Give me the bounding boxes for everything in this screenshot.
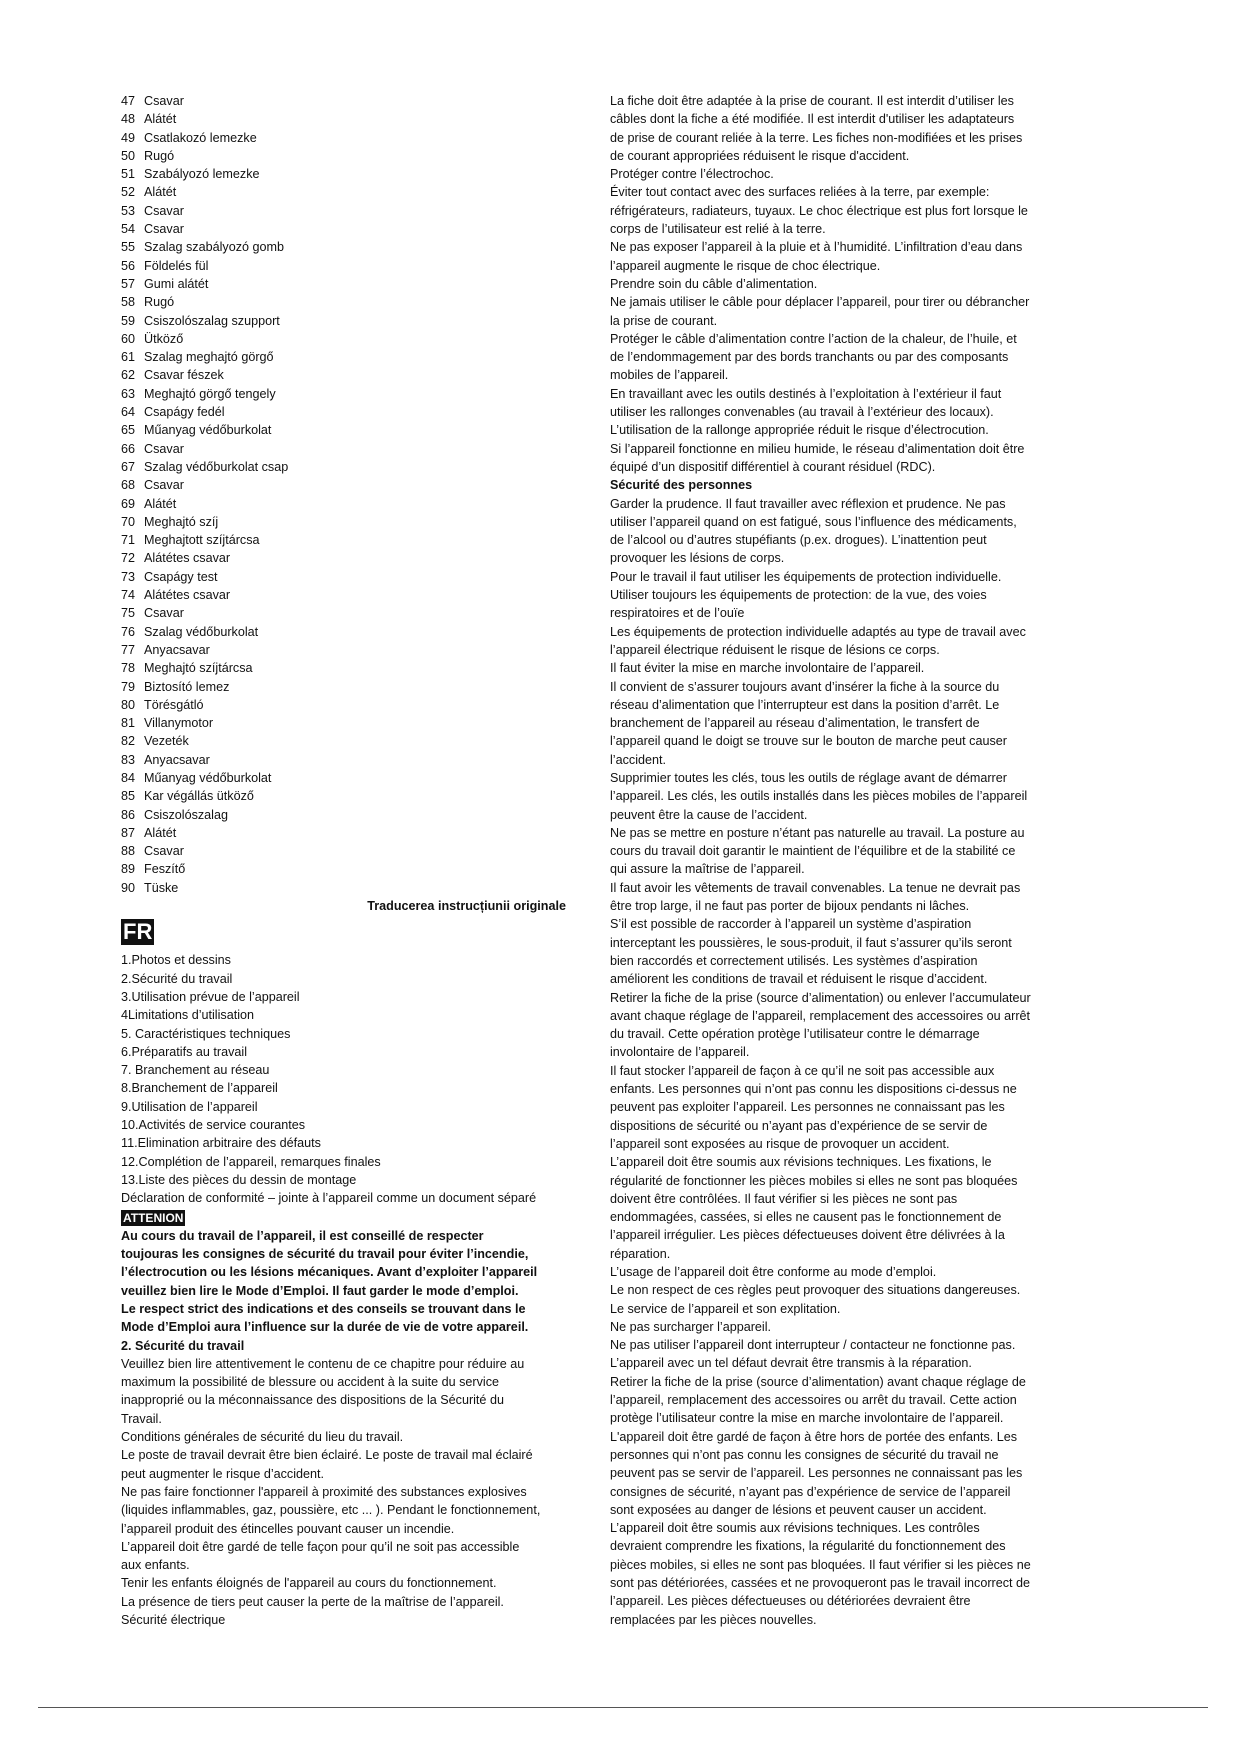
text-line: devraient comprendre les fixations, la régularité du fonctionnement des xyxy=(610,1539,1006,1554)
personal-safety-heading: Sécurité des personnes xyxy=(610,478,753,493)
text-line: peut augmenter le risque d’accident. xyxy=(121,1466,325,1481)
text-line: l’appareil, remplacement des accessoires ou arrêt du travail. Cette action xyxy=(610,1393,1017,1408)
text-line: protège l’utilisateur contre la mise en marche involontaire de l’appareil. xyxy=(610,1411,1004,1426)
toc-item: 5. Caractéristiques techniques xyxy=(121,1026,291,1041)
parts-list-item xyxy=(121,476,576,494)
toc-item: 6.Préparatifs au travail xyxy=(121,1044,247,1059)
parts-list-item xyxy=(121,440,576,458)
part-number: 47 xyxy=(121,94,136,108)
part-name: Csavar xyxy=(144,441,184,456)
part-name: Csavar xyxy=(144,222,184,237)
parts-list-item xyxy=(121,275,576,293)
parts-list-item xyxy=(121,147,576,165)
part-number: 55 xyxy=(121,240,136,255)
toc-item: 4Limitations d’utilisation xyxy=(121,1008,255,1023)
part-name: Biztosító lemez xyxy=(144,679,230,694)
text-line: involontaire de l’appareil. xyxy=(610,1045,750,1060)
parts-list-item xyxy=(121,641,576,659)
text-line: Veuillez bien lire attentivement le contenu de ce chapitre pour réduire au xyxy=(121,1356,525,1371)
part-number: 53 xyxy=(121,203,136,218)
parts-list-item xyxy=(121,348,576,366)
translation-title: Traducerea instrucțiunii originale xyxy=(367,899,566,914)
text-line: cours du travail doit garantir le maintient de l’équilibre et de la stabilité ce xyxy=(610,844,1016,859)
parts-list-item xyxy=(121,824,576,842)
parts-list-item xyxy=(121,714,576,732)
part-number: 76 xyxy=(121,624,136,639)
parts-list-item xyxy=(121,678,576,696)
attention-line: veuillez bien lire le Mode d’Emploi. Il faut garder le mode d’emploi. xyxy=(121,1283,519,1298)
part-name: Csiszolószalag szupport xyxy=(144,313,280,328)
toc-item: 1.Photos et dessins xyxy=(121,953,231,968)
part-number: 62 xyxy=(121,368,136,383)
part-number: 74 xyxy=(121,588,136,603)
part-number: 50 xyxy=(121,148,136,163)
parts-list-item xyxy=(121,604,576,622)
toc-item: 9.Utilisation de l’appareil xyxy=(121,1099,258,1114)
part-name: Csavar xyxy=(144,203,184,218)
part-number: 87 xyxy=(121,825,136,840)
text-line: de courant appropriées réduisent le risque d'accident. xyxy=(610,148,910,163)
part-number: 57 xyxy=(121,276,136,291)
text-line: l’appareil électrique réduisent le risque de lésions ce corps. xyxy=(610,642,940,657)
text-line: Si l’appareil fonctionne en milieu humide, le réseau d’alimentation doit être xyxy=(610,441,1025,456)
text-line: bien raccordés et correctement utilisés. Les systèmes d’aspiration xyxy=(610,953,978,968)
text-line: Éviter tout contact avec des surfaces reliées à la terre, par exemple: xyxy=(610,185,990,200)
part-name: Csavar fészek xyxy=(144,368,224,383)
part-number: 90 xyxy=(121,880,136,895)
parts-list xyxy=(121,92,576,897)
part-name: Csavar xyxy=(144,94,184,108)
language-badge-fr: FR xyxy=(123,919,153,945)
parts-list-item xyxy=(121,293,576,311)
part-name: Csavar xyxy=(144,478,184,493)
text-line: l’appareil produit des étincelles pouvant causer un incendie. xyxy=(121,1521,455,1536)
right-column xyxy=(610,92,1085,1629)
part-number: 79 xyxy=(121,679,136,694)
part-number: 68 xyxy=(121,478,136,493)
text-line: Le non respect de ces règles peut provoquer des situations dangereuses. xyxy=(610,1283,1021,1298)
part-name: Csavar xyxy=(144,844,184,859)
text-line: peuvent pas se servir de l’appareil. Les personnes ne connaissant pas les xyxy=(610,1466,1023,1481)
text-line: de l’alcool ou d’autres stupéfiants (p.ex. drogues). L’inattention peut xyxy=(610,533,987,548)
text-line: Protéger contre l’électrochoc. xyxy=(610,167,774,182)
text-line: câbles dont la fiche a été modifiée. Il est interdit d'utiliser les adaptateurs xyxy=(610,112,1015,127)
footer-rule xyxy=(38,1707,1208,1708)
attention-badge: ATTENION xyxy=(123,1210,184,1225)
text-line: être trop large, il ne faut pas porter de bijoux pendants ni lâches. xyxy=(610,899,970,914)
parts-list-item xyxy=(121,403,576,421)
text-line: La fiche doit être adaptée à la prise de courant. Il est interdit d’utiliser les xyxy=(610,94,1014,108)
text-line: L’appareil doit être soumis aux révisions techniques. Les contrôles xyxy=(610,1521,980,1536)
text-line: de l’endommagement par des bords tranchants ou par des composants xyxy=(610,350,1009,365)
text-line: l’appareil. Les pièces défectueuses ou détériorées devraient être xyxy=(610,1594,971,1609)
text-line: Prendre soin du câble d’alimentation. xyxy=(610,276,818,291)
part-name: Szalag szabályozó gomb xyxy=(144,240,285,255)
part-name: Szalag védőburkolat xyxy=(144,624,259,639)
text-line: Il faut stocker l’appareil de façon à ce qu’il ne soit pas accessible aux xyxy=(610,1063,995,1078)
text-line: réparation. xyxy=(610,1246,671,1261)
part-number: 81 xyxy=(121,716,136,731)
text-line: Ne pas surcharger l’appareil. xyxy=(610,1319,772,1334)
text-line: l’accident. xyxy=(610,752,667,767)
text-line: régularité de fonctionner les pièces mobiles si elles ne sont pas bloquées xyxy=(610,1173,1018,1188)
text-line: avant chaque réglage de l’appareil, remplacement des accessoires ou arrêt xyxy=(610,1008,1031,1023)
toc-item: 12.Complétion de l’appareil, remarques finales xyxy=(121,1154,381,1169)
part-number: 78 xyxy=(121,661,136,676)
text-line: personnes qui n’ont pas connu les consignes de sécurité du travail ne xyxy=(610,1447,999,1462)
parts-list-item xyxy=(121,806,576,824)
part-name: Műanyag védőburkolat xyxy=(144,770,272,785)
text-line: Le service de l’appareil et son explitation. xyxy=(610,1301,841,1316)
parts-list-item xyxy=(121,860,576,878)
text-line: de prise de courant reliée à la terre. Les fiches non-modifiées et les prises xyxy=(610,130,1023,145)
part-number: 64 xyxy=(121,405,136,420)
text-line: consignes de sécurité, n’ayant pas d’expérience de service de l’appareil xyxy=(610,1484,1011,1499)
part-number: 85 xyxy=(121,789,136,804)
part-name: Vezeték xyxy=(144,734,189,749)
part-name: Szabályozó lemezke xyxy=(144,167,260,182)
text-line: L’appareil doit être gardé de telle façon pour qu’il ne soit pas accessible xyxy=(121,1539,520,1554)
text-line: aux enfants. xyxy=(121,1558,190,1573)
text-line: corps de l’utilisateur est relié à la terre. xyxy=(610,222,826,237)
text-line: doivent être contrôlées. Il faut vérifier si les pièces ne sont pas xyxy=(610,1191,958,1206)
part-number: 89 xyxy=(121,862,136,877)
attention-line: Au cours du travail de l’appareil, il est conseillé de respecter xyxy=(121,1228,484,1243)
part-number: 82 xyxy=(121,734,136,749)
text-line: du travail. Cette opération protège l’utilisateur contre le démarrage xyxy=(610,1027,980,1042)
text-line: remplacées par les pièces nouvelles. xyxy=(610,1612,817,1627)
parts-list-item xyxy=(121,549,576,567)
text-line: L’usage de l’appareil doit être conforme au mode d’emploi. xyxy=(610,1265,937,1279)
part-name: Meghajtó görgő tengely xyxy=(144,386,276,401)
text-line: Il faut avoir les vêtements de travail convenables. La tenue ne devrait pas xyxy=(610,880,1021,895)
text-line: Pour le travail il faut utiliser les équipements de protection individuelle. xyxy=(610,569,1002,584)
parts-list-item xyxy=(121,421,576,439)
part-number: 61 xyxy=(121,350,136,365)
text-line: l’appareil augmente le risque de choc électrique. xyxy=(610,258,881,273)
personal-safety-text xyxy=(610,495,1085,1629)
part-name: Meghajtott szíjtárcsa xyxy=(144,533,260,548)
part-name: Villanymotor xyxy=(144,716,214,731)
attention-line: Le respect strict des indications et des conseils se trouvant dans le xyxy=(121,1302,526,1316)
part-number: 58 xyxy=(121,295,136,310)
part-name: Alátét xyxy=(144,185,177,200)
parts-list-item xyxy=(121,586,576,604)
parts-list-item xyxy=(121,385,576,403)
part-number: 83 xyxy=(121,752,136,767)
text-line: mobiles de l’appareil. xyxy=(610,368,729,383)
text-line: améliorent les conditions de travail et réduisent le risque d’accident. xyxy=(610,972,988,987)
parts-list-item xyxy=(121,183,576,201)
text-line: L’appareil avec un tel défaut devrait être transmis à la réparation. xyxy=(610,1356,972,1371)
text-line: qui assure la maîtrise de l’appareil. xyxy=(610,862,805,877)
parts-list-item xyxy=(121,495,576,513)
part-name: Földelés fül xyxy=(144,258,209,273)
part-number: 75 xyxy=(121,606,136,621)
text-line: L'appareil doit être gardé de façon à être hors de portée des enfants. Les xyxy=(610,1429,1018,1444)
parts-list-item xyxy=(121,769,576,787)
part-name: Gumi alátét xyxy=(144,276,209,291)
parts-list-item xyxy=(121,751,576,769)
part-number: 77 xyxy=(121,642,136,657)
part-name: Anyacsavar xyxy=(144,642,210,657)
part-name: Szalag meghajtó görgő xyxy=(144,350,274,365)
part-name: Csatlakozó lemezke xyxy=(144,130,257,145)
text-line: l’appareil sont exposées au risque de provoquer un accident. xyxy=(610,1136,950,1151)
toc-item: 11.Elimination arbitraire des défauts xyxy=(121,1136,321,1151)
part-name: Alátét xyxy=(144,112,177,127)
text-line: Ne pas exposer l’appareil à la pluie et à l’humidité. L’infiltration d’eau dans xyxy=(610,240,1023,255)
parts-list-item xyxy=(121,531,576,549)
parts-list-item xyxy=(121,202,576,220)
part-name: Anyacsavar xyxy=(144,752,210,767)
attention-line: l’électrocution ou les lésions mécaniques. Avant d’exploiter l’appareil xyxy=(121,1265,538,1280)
part-number: 80 xyxy=(121,697,136,712)
part-name: Ütköző xyxy=(144,331,184,346)
part-number: 72 xyxy=(121,551,136,566)
text-line: Ne pas faire fonctionner l'appareil à proximité des substances explosives xyxy=(121,1484,527,1499)
text-line: Retirer la fiche de la prise (source d’alimentation) ou enlever l’accumulateur xyxy=(610,990,1031,1005)
text-line: enfants. Les personnes qui n’ont pas connu les dispositions ci-dessus ne xyxy=(610,1082,1017,1097)
text-line: branchement de l’appareil au réseau d’alimentation, le transfert de xyxy=(610,716,980,731)
text-line: équipé d’un dispositif différentiel à courant résiduel (RDC). xyxy=(610,459,936,474)
text-line: respiratoires et de l’ouïe xyxy=(610,606,745,621)
part-name: Műanyag védőburkolat xyxy=(144,423,272,438)
text-line: Utiliser toujours les équipements de protection: de la vue, des voies xyxy=(610,588,987,603)
parts-list-item xyxy=(121,165,576,183)
text-line: interceptant les poussières, le sous-produit, il faut s’assurer qu’ils seront xyxy=(610,935,1012,950)
part-number: 48 xyxy=(121,112,136,127)
text-line: Il convient de s’assurer toujours avant d’insérer la fiche à la source du xyxy=(610,679,1000,694)
part-number: 67 xyxy=(121,459,136,474)
text-line: Supprimier toutes les clés, tous les outils de réglage avant de démarrer xyxy=(610,770,1007,785)
parts-list-item xyxy=(121,659,576,677)
part-name: Kar végállás ütköző xyxy=(144,789,254,804)
part-number: 65 xyxy=(121,423,136,438)
text-line: L’appareil doit être soumis aux révisions techniques. Les fixations, le xyxy=(610,1155,992,1170)
part-number: 51 xyxy=(121,167,136,182)
part-number: 60 xyxy=(121,331,136,346)
part-number: 54 xyxy=(121,222,136,237)
text-line: peuvent être la cause de l’accident. xyxy=(610,807,808,822)
text-line: réfrigérateurs, radiateurs, tuyaux. Le choc électrique est plus fort lorsque le xyxy=(610,203,1028,218)
text-line: En travaillant avec les outils destinés à l’exploitation à l’extérieur il faut xyxy=(610,386,1002,401)
part-name: Alátétes csavar xyxy=(144,588,231,603)
text-line: Retirer la fiche de la prise (source d’alimentation) avant chaque réglage de xyxy=(610,1374,1026,1389)
text-line: L’utilisation de la rallonge appropriée réduit le risque d’électrocution. xyxy=(610,423,989,438)
text-line: Ne pas se mettre en posture n’étant pas naturelle au travail. La posture au xyxy=(610,825,1025,840)
part-number: 71 xyxy=(121,533,136,548)
part-number: 73 xyxy=(121,569,136,584)
toc-item: 7. Branchement au réseau xyxy=(121,1063,270,1078)
part-number: 88 xyxy=(121,844,136,859)
text-line: pièces mobiles, si elles ne sont pas bloquées. Il faut vérifier si les pièces ne xyxy=(610,1557,1031,1572)
part-name: Rugó xyxy=(144,295,175,310)
text-line: l’appareil. Les clés, les outils installés dans les pièces mobiles de l’appareil xyxy=(610,789,1028,804)
part-number: 84 xyxy=(121,770,136,785)
parts-list-item xyxy=(121,110,576,128)
parts-list-item xyxy=(121,129,576,147)
parts-list-item xyxy=(121,623,576,641)
text-line: (liquides inflammables, gaz, poussière, etc ... ). Pendant le fonctionnement, xyxy=(121,1503,541,1518)
text-line: l’appareil quand le doigt se trouve sur le bouton de marche peut causer xyxy=(610,734,1007,749)
text-line: utiliser l’appareil quand on est fatigué, sous l’influence des médicaments, xyxy=(610,514,1017,529)
toc-item: 13.Liste des pièces du dessin de montage xyxy=(121,1172,357,1187)
parts-list-item xyxy=(121,312,576,330)
text-line: sont pas détériorées, cassées et ne provoqueront pas le travail incorrect de xyxy=(610,1576,1031,1591)
parts-list-item xyxy=(121,513,576,531)
text-line: Protéger le câble d’alimentation contre l’action de la chaleur, de l’huile, et xyxy=(610,331,1017,346)
text-line: inapproprié ou la méconnaissance des dispositions de la Sécurité du xyxy=(121,1393,504,1408)
parts-list-item xyxy=(121,92,576,110)
part-number: 63 xyxy=(121,386,136,401)
part-name: Csiszolószalag xyxy=(144,807,228,822)
electrical-safety-text xyxy=(610,92,1085,476)
text-line: provoquer les lésions de corps. xyxy=(610,551,785,566)
text-line: S’il est possible de raccorder à l’appareil un système d’aspiration xyxy=(610,917,972,932)
part-name: Alátét xyxy=(144,496,177,511)
part-name: Meghajtó szíjtárcsa xyxy=(144,661,253,676)
parts-list-item xyxy=(121,879,576,897)
section-2-title: 2. Sécurité du travail xyxy=(121,1338,245,1353)
part-number: 52 xyxy=(121,185,136,200)
text-line: La présence de tiers peut causer la perte de la maîtrise de l’appareil. xyxy=(121,1594,504,1609)
left-body-text xyxy=(121,1355,576,1629)
text-line: la prise de courant. xyxy=(610,313,718,328)
text-line: Les équipements de protection individuelle adaptés au type de travail avec xyxy=(610,624,1026,639)
part-number: 49 xyxy=(121,130,136,145)
text-line: Tenir les enfants éloignés de l'appareil au cours du fonctionnement. xyxy=(121,1576,497,1591)
toc-item: 8.Branchement de l’appareil xyxy=(121,1081,278,1096)
parts-list-item xyxy=(121,696,576,714)
part-name: Csapágy fedél xyxy=(144,405,225,420)
part-number: 59 xyxy=(121,313,136,328)
part-number: 66 xyxy=(121,441,136,456)
toc-item: 10.Activités de service courantes xyxy=(121,1118,306,1133)
toc-item: Déclaration de conformité – jointe à l’appareil comme un document séparé xyxy=(121,1191,537,1206)
parts-list-item xyxy=(121,220,576,238)
parts-list-item xyxy=(121,458,576,476)
toc-item: 3.Utilisation prévue de l’appareil xyxy=(121,989,300,1004)
part-name: Tüske xyxy=(144,880,179,895)
text-line: l’appareil irrégulier. Les pièces défectueuses doivent être délivrées à la xyxy=(610,1228,1005,1243)
attention-text xyxy=(121,1227,576,1337)
parts-list-item xyxy=(121,366,576,384)
left-column xyxy=(121,92,576,1629)
text-line: Sécurité électrique xyxy=(121,1613,226,1628)
text-line: réseau d’alimentation que l’interrupteur est dans la position d’arrêt. Le xyxy=(610,697,1000,712)
part-name: Alátét xyxy=(144,825,177,840)
parts-list-item xyxy=(121,257,576,275)
table-of-contents xyxy=(121,951,576,1207)
text-line: Garder la prudence. Il faut travailler avec réflexion et prudence. Ne pas xyxy=(610,496,1006,511)
text-line: endommagées, cassées, si elles ne causent pas le fonctionnement de xyxy=(610,1210,1002,1225)
attention-line: toujouras les consignes de sécurité du travail pour éviter l’incendie, xyxy=(121,1247,529,1262)
parts-list-item xyxy=(121,842,576,860)
text-line: Il faut éviter la mise en marche involontaire de l’appareil. xyxy=(610,661,925,676)
parts-list-item xyxy=(121,330,576,348)
text-line: Ne jamais utiliser le câble pour déplacer l’appareil, pour tirer ou débrancher xyxy=(610,295,1030,310)
text-line: Ne pas utiliser l’appareil dont interrupteur / contacteur ne fonctionne pas. xyxy=(610,1338,1016,1353)
parts-list-item xyxy=(121,732,576,750)
text-line: sont exposées au danger de lésions et peuvent causer un accident. xyxy=(610,1502,987,1517)
toc-item: 2.Sécurité du travail xyxy=(121,971,233,986)
text-line: maximum la possibilité de blessure ou accident à la suite du service xyxy=(121,1375,499,1390)
parts-list-item xyxy=(121,238,576,256)
part-name: Rugó xyxy=(144,148,175,163)
part-name: Meghajtó szíj xyxy=(144,514,219,529)
part-name: Feszítő xyxy=(144,862,186,877)
text-line: utiliser les rallonges convenables (au travail à l’extérieur des locaux). xyxy=(610,405,994,420)
text-line: peuvent pas exploiter l’appareil. Les personnes ne connaissant pas les xyxy=(610,1100,1005,1115)
part-name: Alátétes csavar xyxy=(144,551,231,566)
attention-line: Mode d’Emploi aura l’influence sur la durée de vie de votre appareil. xyxy=(121,1320,529,1335)
parts-list-item xyxy=(121,568,576,586)
part-name: Törésgátló xyxy=(144,697,204,712)
parts-list-item xyxy=(121,787,576,805)
part-number: 56 xyxy=(121,258,136,273)
part-name: Csavar xyxy=(144,606,184,621)
text-line: dispositions de sécurité ou n’ayant pas d’expérience de se servir de xyxy=(610,1118,988,1133)
text-line: Conditions générales de sécurité du lieu du travail. xyxy=(121,1430,404,1445)
part-name: Csapágy test xyxy=(144,569,218,584)
text-line: Le poste de travail devrait être bien éclairé. Le poste de travail mal éclairé xyxy=(121,1448,533,1463)
part-number: 69 xyxy=(121,496,136,511)
part-number: 86 xyxy=(121,807,136,822)
part-name: Szalag védőburkolat csap xyxy=(144,459,289,474)
text-line: Travail. xyxy=(121,1411,162,1426)
part-number: 70 xyxy=(121,514,136,529)
